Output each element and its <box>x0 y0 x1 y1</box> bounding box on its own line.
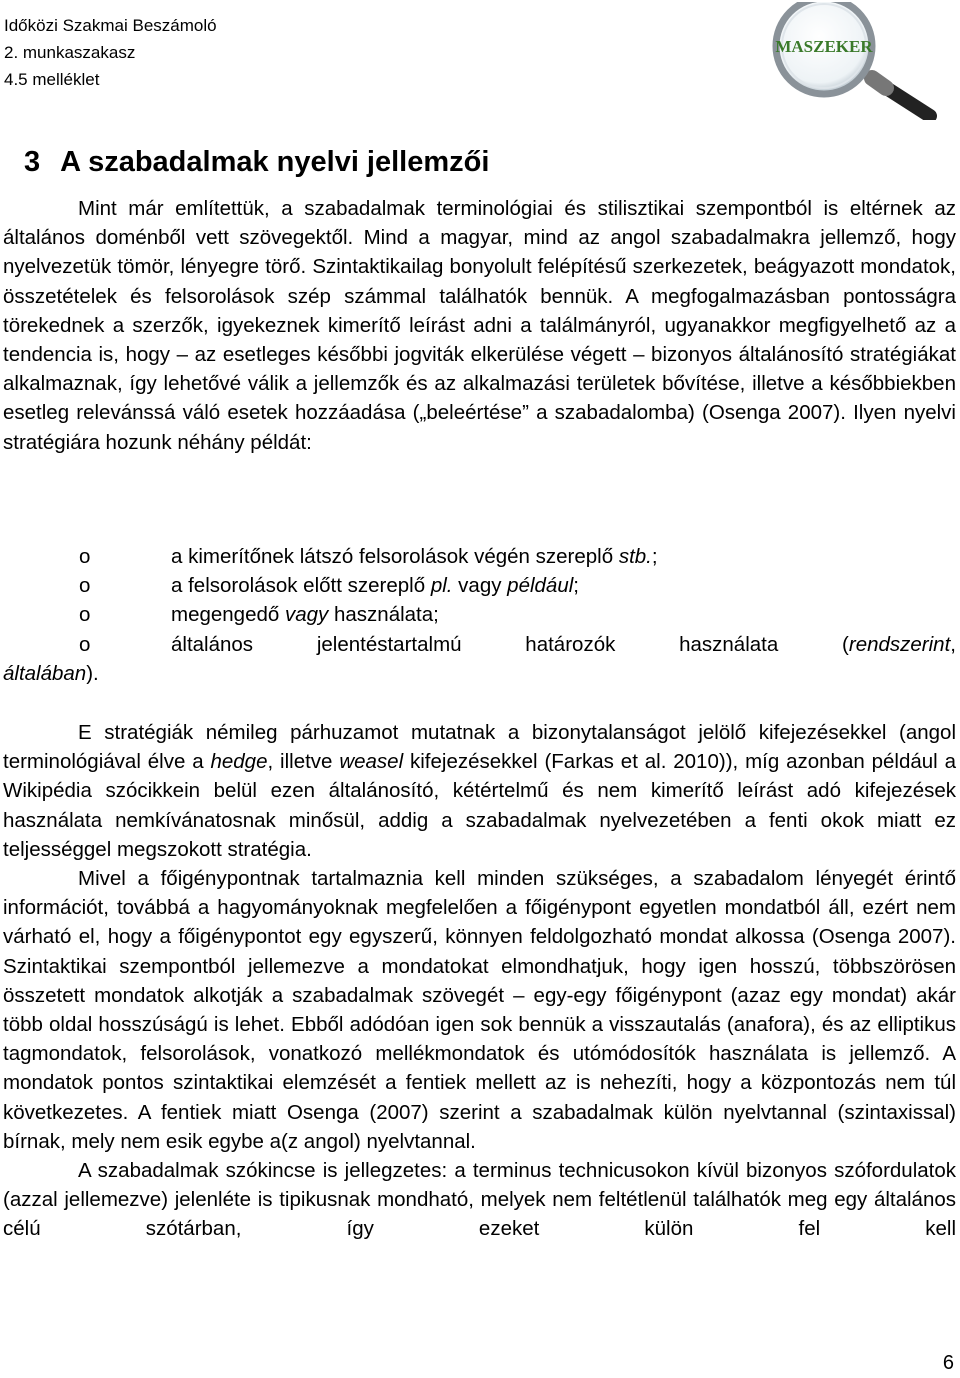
body-top <box>3 194 956 457</box>
page-number: 6 <box>942 1352 954 1374</box>
header-work-phase: 2. munkaszakasz <box>4 43 136 62</box>
body-bottom <box>3 718 956 1244</box>
header-appendix: 4.5 melléklet <box>4 70 100 89</box>
paragraph-vocabulary: A szabadalmak szókincse is jellegzetes: a terminus technicusokon kívül bizonyos szófordulatok (azzal jellemezve) jelenléte is tipikusnak mondható, melyek nem feltétlenül találhatók meg egy általános célú szótárban, így ezeket külön fel kell <box>3 1159 956 1241</box>
section-title: A szabadalmak nyelvi jellemzői <box>60 146 490 178</box>
maszeker-logo <box>754 2 954 120</box>
section-number: 3 <box>24 146 41 178</box>
bullet-marker: o <box>79 632 91 656</box>
running-header <box>4 12 217 93</box>
bullet-marker: o <box>79 574 91 598</box>
section-heading <box>24 146 489 179</box>
paragraph-intro: Mint már említettük, a szabadalmak terminológiai és stilisztikai szempontból is eltérnek az általános doménből vett szövegektől. Mind a magyar, mind az angol szabadalmakra jellemző, hogy nyelvezetük tömör, lényegre törő. Szintaktikailag bonyolult felépítésű szerkezetek, beágyazott mondatok, összetételek és felsorolások szép számmal találhatók bennük. A megfogalmazásban pontosságra törekednek a szerzők, igyekeznek kimerítő leírást adni a találmányról, ugyanakkor megfigyelhető az a tendencia is, hogy – az esetleges későbbi jogviták elkerülése végett – bizonyos általánosító stratégiákat alkalmaznak, így lehetővé válik a jellemzők és az alkalmazási területek bővítése, illetve a későbbiekben esetleg relevánssá váló esetek hozzáadása („beleértése” a szabadalomba) (Osenga 2007). Ilyen nyelvi stratégiára hozunk néhány példát: <box>3 197 956 454</box>
strategy-list <box>3 542 956 688</box>
header-report-title: Időközi Szakmai Beszámoló <box>4 16 217 35</box>
bullet-marker: o <box>79 603 91 627</box>
list-item: o megengedő vagy használata; <box>3 600 956 629</box>
list-item: o általános jelentéstartalmú határozók használata (rendszerint, általában). <box>3 630 956 688</box>
bullet-marker: o <box>79 545 91 568</box>
list-item: o a kimerítőnek látszó felsorolások végén szereplő stb.; <box>3 542 956 571</box>
logo-wordmark: MASZEKER <box>775 37 873 56</box>
paragraph-claims: Mivel a főigénypontnak tartalmaznia kell minden szükséges, a szabadalom lényegét érintő információt, továbbá a hagyományoknak megfelelően a főigénypont egyetlen mondatból áll, ezért nem várható el, hogy a főigénypontot egy egyszerű, könnyen feldolgozható mondat alkossa (Osenga 2007). Szintaktikai szempontból jellemezve a mondatokat elmondhatjuk, hogy igen hosszú, többszörösen összetett mondatok alkotják a szabadalmak szövegét – egy-egy főigénypont (azaz egy mondat) akár több oldal hosszúságú is lehet. Ebből adódóan igen sok bennük a visszautalás (anafora), és az elliptikus tagmondatok, felsorolások, vonatkozó mellékmondatok és utómódosítók használata is jellemző. A mondatok pontos szintaktikai elemzését a fentiek mellett az is nehezíti, hogy a központozás nem túl következetes. A fentiek miatt Osenga (2007) szerint a szabadalmak külön nyelvtannal (szintaxissal) bírnak, mely nem esik egybe a(z angol) nyelvtannal. <box>3 867 956 1153</box>
list-item: o a felsorolások előtt szereplő pl. vagy például; <box>3 571 956 600</box>
paragraph-hedge: E stratégiák némileg párhuzamot mutatnak a bizonytalanságot jelölő kifejezésekkel (angol terminológiával élve a hedge, illetve weasel kifejezésekkel (Farkas et al. 2010)), míg azonban például a Wikipédia szócikkein belül ezen általánosító, kétértelmű és nem kimerítő leírást adó kifejezések használata nemkívánatosnak minősül, addig a szabadalmak nyelvezetében a fenti okok miatt ez teljességgel megszokott stratégia. <box>3 721 956 861</box>
